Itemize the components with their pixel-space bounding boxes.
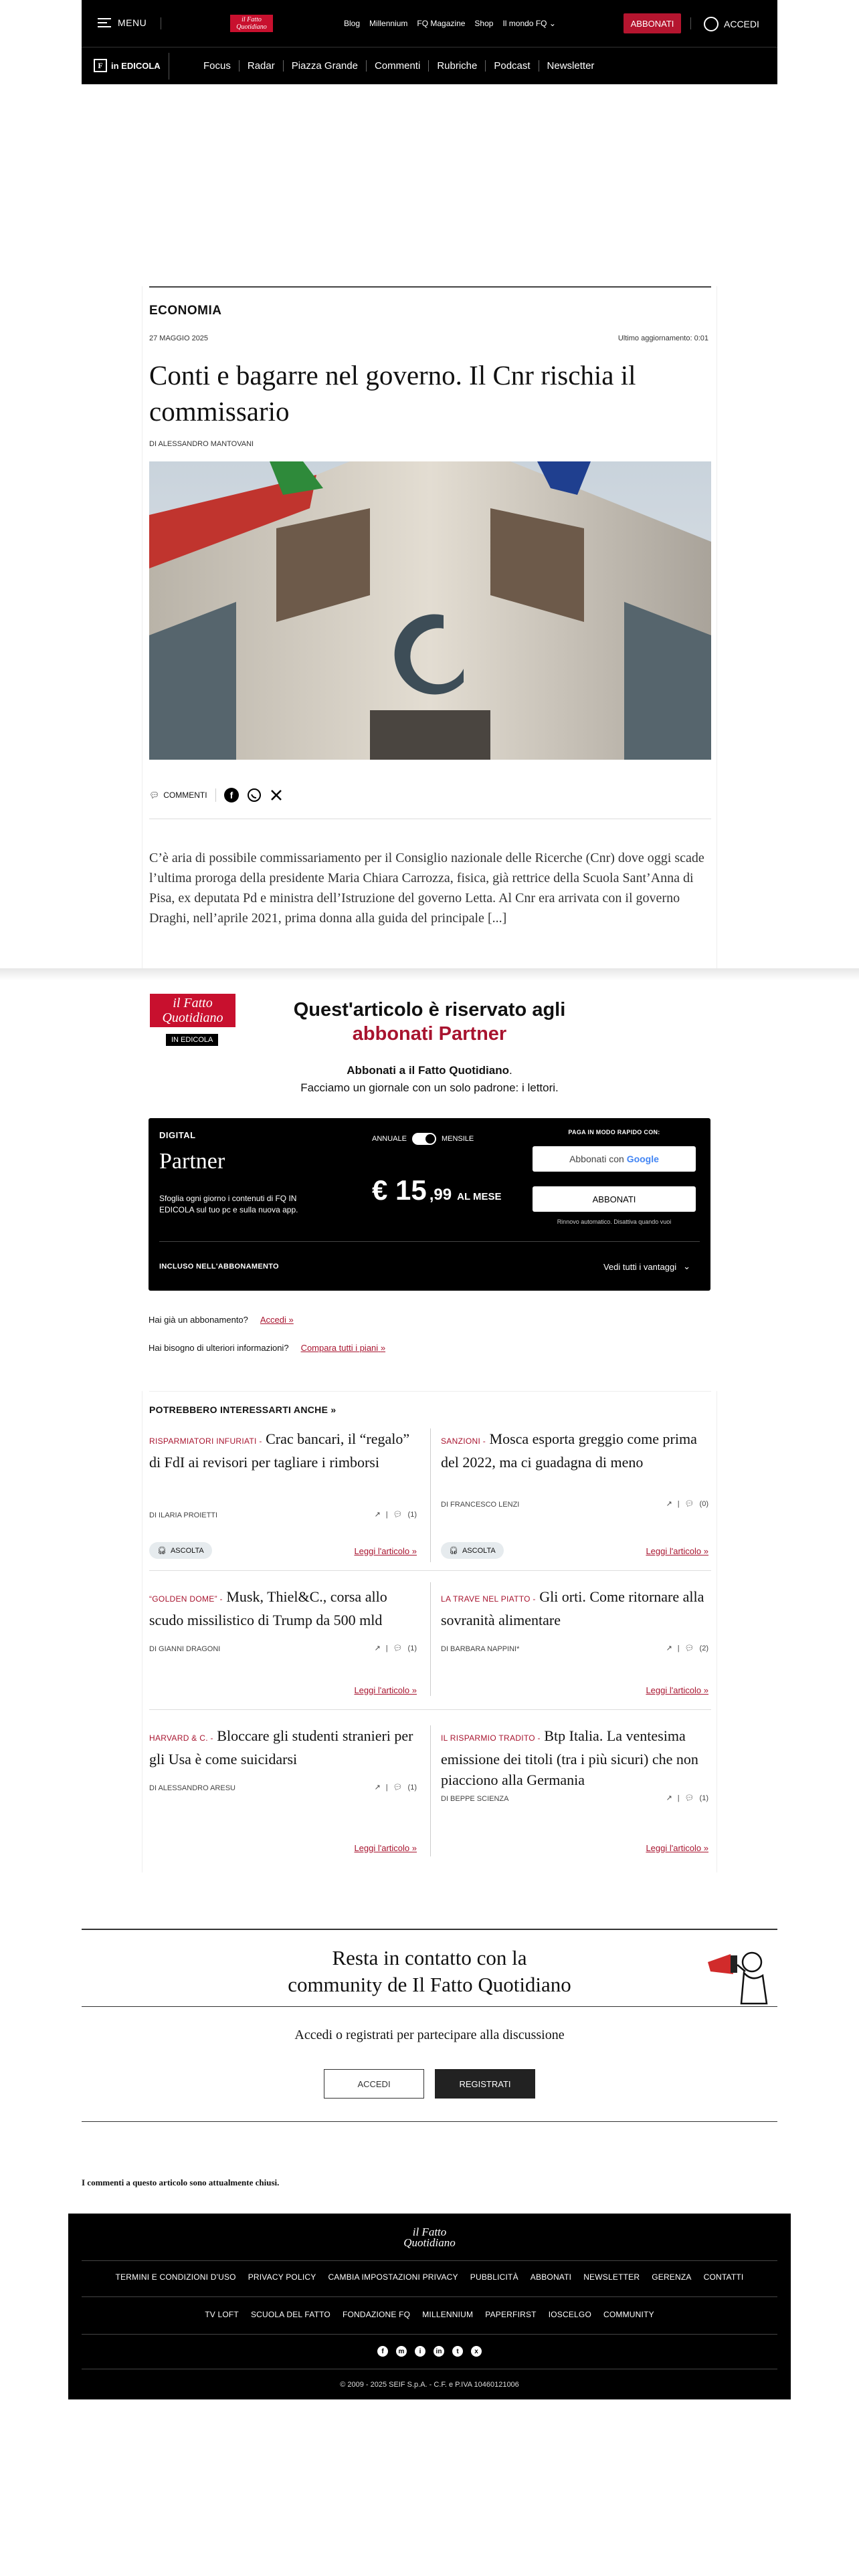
share-bar <box>149 788 283 802</box>
facebook-icon[interactable]: f <box>377 2346 388 2357</box>
related-card[interactable] <box>149 1586 417 1700</box>
related-card-actions: ↗ | 💬︎ (2) <box>666 1644 708 1652</box>
edicola-brand-label: in EDICOLA <box>111 60 161 71</box>
comment-icon[interactable]: 💬︎ <box>393 1644 403 1652</box>
read-article-link[interactable]: Leggi l'articolo » <box>646 1685 708 1695</box>
read-article-link[interactable]: Leggi l'articolo » <box>354 1843 417 1853</box>
column-divider <box>430 1428 431 1562</box>
edicola-brand[interactable] <box>94 59 161 72</box>
comments-closed-notice: I commenti a questo articolo sono attualmente chiusi. <box>82 2177 280 2187</box>
benefits-link[interactable] <box>603 1261 690 1272</box>
footer-link-privacy-settings[interactable]: CAMBIA IMPOSTAZIONI PRIVACY <box>328 2272 458 2282</box>
share-separator <box>215 788 216 802</box>
listen-button[interactable] <box>441 1542 504 1559</box>
header-nav <box>344 19 556 28</box>
share-icon[interactable]: ↗ <box>666 1794 672 1802</box>
comments-button[interactable] <box>149 790 207 800</box>
related-card-headline[interactable]: Btp Italia. La ventesima emissione dei titoli (tra i più sicuri) che non piacciono alla Germania <box>441 1727 698 1788</box>
related-articles <box>142 1391 717 1872</box>
footer-link-subscribe[interactable]: ABBONATI <box>530 2272 572 2282</box>
related-card[interactable] <box>149 1428 417 1562</box>
comment-icon[interactable]: 💬︎ <box>393 1784 403 1792</box>
footer-link-tvloft[interactable]: TV LOFT <box>205 2310 239 2319</box>
related-card-headline[interactable]: Crac bancari, il “regalo” di FdI ai revisori per tagliare i rimborsi <box>149 1430 410 1471</box>
login-link-label: Accedi <box>260 1315 286 1325</box>
community-title-line1: Resta in contatto con la <box>332 1946 527 1969</box>
article-author[interactable]: DI ALESSANDRO MANTOVANI <box>149 440 254 448</box>
article-category[interactable]: ECONOMIA <box>149 304 222 318</box>
related-card-kicker: IL RISPARMIO TRADITO - <box>441 1733 541 1743</box>
related-card-kicker: “GOLDEN DOME” - <box>149 1594 223 1604</box>
related-heading: POTREBBERO INTERESSARTI ANCHE » <box>149 1404 337 1415</box>
related-card-title <box>149 1428 417 1473</box>
footer-link-advertising[interactable]: PUBBLICITÀ <box>470 2272 518 2282</box>
chevron-down-icon: ⌄ <box>683 1261 690 1271</box>
already-subscribed-row <box>149 1315 294 1325</box>
related-card-title <box>149 1725 417 1769</box>
footer-link-scuola[interactable]: SCUOLA DEL FATTO <box>250 2310 330 2319</box>
footer-link-newsletter[interactable]: NEWSLETTER <box>583 2272 640 2282</box>
paywall-subtitle <box>142 1062 717 1097</box>
comment-count: (1) <box>407 1644 417 1652</box>
comment-icon: 💬︎ <box>149 790 160 800</box>
related-card-actions: ↗ | 💬︎ (1) <box>666 1794 708 1802</box>
comment-count: (0) <box>699 1499 708 1508</box>
compare-plans-label: Compara tutti i piani <box>300 1343 379 1353</box>
footer <box>68 2214 791 2399</box>
comment-count: (1) <box>699 1794 708 1802</box>
top-header <box>82 0 777 47</box>
plan-name: Partner <box>159 1149 225 1174</box>
share-icon[interactable]: ↗ <box>374 1511 381 1519</box>
related-card-author: DI GIANNI DRAGONI <box>149 1645 221 1653</box>
menu-button[interactable] <box>98 17 147 28</box>
paywall-sub-end: . <box>508 1064 512 1077</box>
site-logo[interactable]: il Fatto Quotidiano <box>230 15 273 32</box>
header-separator <box>690 17 691 29</box>
article-photo <box>149 461 711 760</box>
messenger-icon[interactable]: m <box>396 2346 407 2357</box>
headphones-icon: 🎧︎ <box>157 1547 167 1555</box>
paywall-title-line2: abbonati Partner <box>352 1023 507 1045</box>
related-card-headline[interactable]: Bloccare gli studenti stranieri per gli Usa è come suicidarsi <box>149 1727 413 1767</box>
comment-icon[interactable]: 💬︎ <box>684 1794 694 1802</box>
benefits-label: Vedi tutti i vantaggi <box>603 1261 677 1272</box>
column-divider <box>430 1582 431 1696</box>
nav-mondo-fq[interactable] <box>502 19 555 28</box>
nav-millennium[interactable]: Millennium <box>369 19 408 28</box>
footer-social <box>68 2346 791 2357</box>
comment-count: (1) <box>407 1510 417 1519</box>
comment-count: (2) <box>699 1644 708 1652</box>
article-excerpt: C’è aria di possibile commissariamento per il Consiglio nazionale delle Ricerche (Cnr) dove oggi scade l’ultima proroga della presidente Maria Chiara Carrozza, fisica, già rettrice della Scuola Sant’Anna di Pisa, ex deputata Pd e ministra dell’Istruzione del governo Letta. Al Cnr era arrivata con il governo Draghi, nell’aprile 2021, prima donna alla guida del principale [...] <box>149 851 704 926</box>
community-box <box>82 1929 777 2123</box>
footer-rule <box>82 2260 777 2261</box>
footer-link-privacy[interactable]: PRIVACY POLICY <box>248 2272 316 2282</box>
related-card-headline[interactable]: Gli orti. Come ritornare alla sovranità alimentare <box>441 1588 704 1628</box>
related-card-kicker: RISPARMIATORI INFURIATI - <box>149 1436 262 1446</box>
chevron-down-icon: ⌄ <box>549 19 556 28</box>
article-title: Conti e bagarre nel governo. Il Cnr rischia il commissario <box>149 360 636 427</box>
related-card-author: DI BARBARA NAPPINI* <box>441 1645 520 1653</box>
price-whole: € 15 <box>372 1174 427 1206</box>
nav-fq-magazine[interactable]: FQ Magazine <box>417 19 466 28</box>
listen-button[interactable] <box>149 1542 212 1559</box>
related-card-kicker: SANZIONI - <box>441 1436 486 1446</box>
related-card-author: DI ILARIA PROIETTI <box>149 1511 218 1519</box>
related-card[interactable] <box>149 1725 417 1856</box>
comment-icon[interactable]: 💬︎ <box>684 1644 694 1652</box>
related-card[interactable] <box>441 1428 708 1562</box>
subnav-commenti[interactable]: Commenti <box>367 60 429 72</box>
copyright: © 2009 - 2025 SEIF S.p.A. - C.F. e P.IVA 10460121006 <box>340 2381 519 2389</box>
community-title-line2: community de Il Fatto Quotidiano <box>288 1973 571 1996</box>
plan-description: Sfoglia ogni giorno i contenuti di FQ IN EDICOLA sul tuo pc e sulla nuova app. <box>159 1194 298 1214</box>
footer-link-millennium[interactable]: MILLENNIUM <box>422 2310 474 2319</box>
telegram-icon[interactable]: t <box>452 2346 463 2357</box>
login-link[interactable] <box>260 1315 294 1325</box>
related-card-actions: ↗ | 💬︎ (1) <box>374 1644 417 1652</box>
toggle-annual: ANNUALE <box>372 1135 407 1143</box>
nav-shop[interactable]: Shop <box>474 19 494 28</box>
subnav-piazza-grande[interactable]: Piazza Grande <box>284 60 367 72</box>
subnav-links <box>195 60 602 72</box>
subnav-radar[interactable]: Radar <box>240 60 284 72</box>
facebook-icon[interactable] <box>224 788 239 802</box>
footer-link-contacts[interactable]: CONTATTI <box>703 2272 744 2282</box>
paywall-sub-line2: Facciamo un giornale con un solo padrone: i lettori. <box>300 1081 559 1094</box>
related-card-author: DI ALESSANDRO ARESU <box>149 1784 235 1792</box>
read-article-link[interactable]: Leggi l'articolo » <box>646 1843 708 1853</box>
related-card-actions: ↗ | 💬︎ (0) <box>666 1499 708 1508</box>
related-card[interactable] <box>441 1586 708 1700</box>
related-top-rule <box>149 1391 711 1392</box>
comment-icon[interactable]: 💬︎ <box>684 1500 694 1508</box>
listen-label: ASCOLTA <box>462 1546 496 1555</box>
x-icon[interactable] <box>270 788 283 802</box>
related-card-headline[interactable]: Musk, Thiel&C., corsa allo scudo missilistico di Trump da 500 mld <box>149 1588 387 1628</box>
more-info-label: Hai bisogno di ulteriori informazioni? <box>149 1343 289 1353</box>
footer-logo[interactable]: il Fatto Quotidiano <box>403 2226 456 2249</box>
menu-label: MENU <box>118 17 147 28</box>
google-pay-button[interactable] <box>533 1146 696 1172</box>
headphones-icon: 🎧︎ <box>449 1547 458 1555</box>
megaphone-icon <box>704 1942 777 2006</box>
footer-link-fondazione[interactable]: FONDAZIONE FQ <box>342 2310 411 2319</box>
paywall-title-line1: Quest'articolo è riservato agli <box>293 999 566 1021</box>
toggle-monthly: MENSILE <box>441 1135 474 1143</box>
related-card-title <box>149 1586 417 1630</box>
nav-mondo-fq-label: Il mondo FQ <box>502 19 547 28</box>
more-info-row <box>149 1343 385 1353</box>
footer-link-community[interactable]: COMMUNITY <box>603 2310 654 2319</box>
login-button[interactable] <box>704 17 759 31</box>
whatsapp-icon[interactable] <box>247 788 262 802</box>
footer-links-secondary <box>68 2310 791 2319</box>
nav-blog[interactable]: Blog <box>344 19 361 28</box>
price-cents: ,99 <box>429 1186 452 1204</box>
chevron-right-icon: » <box>288 1315 294 1325</box>
chevron-right-icon: » <box>380 1343 386 1353</box>
community-login-button[interactable]: ACCEDI <box>324 2069 424 2099</box>
community-title <box>229 1945 630 1998</box>
subnav-focus[interactable]: Focus <box>195 60 240 72</box>
comment-icon[interactable]: 💬︎ <box>393 1511 403 1519</box>
related-card-title <box>441 1586 708 1630</box>
related-card[interactable] <box>441 1725 708 1856</box>
subscribe-button[interactable]: ABBONATI <box>624 13 681 33</box>
share-icon[interactable]: ↗ <box>666 1644 672 1652</box>
related-card-actions: ↗ | 💬︎ (1) <box>374 1510 417 1519</box>
edicola-nav <box>82 47 777 84</box>
plan-tier: DIGITAL <box>159 1130 196 1140</box>
plan-divider <box>159 1241 700 1242</box>
paywall-title <box>289 998 570 1046</box>
footer-link-ioscelgo[interactable]: IOSCELGO <box>548 2310 592 2319</box>
read-article-link[interactable]: Leggi l'articolo » <box>354 1546 417 1556</box>
subnav-podcast[interactable]: Podcast <box>486 60 539 72</box>
footer-rule <box>82 2334 777 2335</box>
related-card-title <box>441 1428 708 1473</box>
share-icon[interactable]: ↗ <box>374 1784 381 1792</box>
related-card-actions: ↗ | 💬︎ (1) <box>374 1783 417 1792</box>
related-card-kicker: HARVARD & C. - <box>149 1733 213 1743</box>
community-top-rule <box>82 1929 777 1930</box>
footer-rule <box>82 2296 777 2297</box>
paywall-shadow <box>0 968 859 980</box>
comment-count: (1) <box>407 1783 417 1792</box>
related-card-author: DI BEPPE SCIENZA <box>441 1795 509 1803</box>
share-icon[interactable]: ↗ <box>374 1644 381 1652</box>
read-article-link[interactable]: Leggi l'articolo » <box>646 1546 708 1556</box>
subnav-rubriche[interactable]: Rubriche <box>429 60 486 72</box>
footer-link-paperfirst[interactable]: PAPERFIRST <box>485 2310 537 2319</box>
comments-label: COMMENTI <box>163 790 207 800</box>
community-mid-rule <box>82 2006 777 2007</box>
plan-subscribe-button[interactable]: ABBONATI <box>533 1186 696 1212</box>
toggle-switch[interactable] <box>412 1133 436 1145</box>
footer-link-terms[interactable]: TERMINI E CONDIZIONI D'USO <box>115 2272 236 2282</box>
svg-text:f: f <box>229 790 233 800</box>
linkedin-icon[interactable]: in <box>434 2346 444 2357</box>
community-bottom-rule <box>82 2121 777 2122</box>
related-card-kicker: LA TRAVE NEL PIATTO - <box>441 1594 536 1604</box>
related-card-title <box>441 1725 708 1790</box>
paywall-sub-bold: Abbonati a il Fatto Quotidiano <box>347 1064 509 1077</box>
user-icon <box>704 17 719 31</box>
footer-links-primary <box>68 2272 791 2282</box>
plan-card <box>149 1118 710 1291</box>
x-icon[interactable]: x <box>471 2346 482 2357</box>
community-subtitle: Accedi o registrati per partecipare alla discussione <box>294 2028 565 2042</box>
related-card-author: DI FRANCESCO LENZI <box>441 1501 520 1509</box>
already-sub-label: Hai già un abbonamento? <box>149 1315 248 1325</box>
row-divider <box>149 1709 711 1710</box>
related-card-headline[interactable]: Mosca esporta greggio come prima del 2022, ma ci guadagna di meno <box>441 1430 697 1471</box>
article-top-rule <box>149 286 711 288</box>
article-updated: Ultimo aggiornamento: 0:01 <box>617 334 708 342</box>
google-logo-icon: Google <box>626 1154 659 1164</box>
quick-pay-label: PAGA IN MODO RAPIDO CON: <box>568 1129 660 1136</box>
price-period: AL MESE <box>457 1191 502 1202</box>
plan-price <box>372 1174 502 1206</box>
footer-link-gerenza[interactable]: GERENZA <box>652 2272 692 2282</box>
listen-label: ASCOLTA <box>170 1546 204 1555</box>
paywall-logo: il Fatto Quotidiano <box>150 994 235 1027</box>
included-label: INCLUSO NELL'ABBONAMENTO <box>159 1263 279 1271</box>
read-article-link[interactable]: Leggi l'articolo » <box>354 1685 417 1695</box>
article <box>142 286 717 975</box>
compare-plans-link[interactable] <box>301 1343 385 1353</box>
hamburger-icon <box>98 18 111 27</box>
article-date: 27 MAGGIO 2025 <box>149 334 209 342</box>
instagram-icon[interactable]: i <box>415 2346 425 2357</box>
login-label: ACCEDI <box>724 19 759 29</box>
renew-note: Rinnovo automatico. Disattiva quando vuoi <box>557 1218 672 1225</box>
edicola-logo-icon: F <box>94 59 107 72</box>
share-icon[interactable]: ↗ <box>666 1500 672 1508</box>
community-register-button[interactable]: REGISTRATI <box>435 2069 535 2099</box>
google-pay-label: Abbonati con <box>569 1154 624 1164</box>
column-divider <box>430 1725 431 1856</box>
row-divider <box>149 1570 711 1571</box>
edicola-badge: IN EDICOLA <box>166 1034 218 1046</box>
billing-toggle[interactable] <box>372 1133 474 1145</box>
subnav-newsletter[interactable]: Newsletter <box>547 60 595 72</box>
